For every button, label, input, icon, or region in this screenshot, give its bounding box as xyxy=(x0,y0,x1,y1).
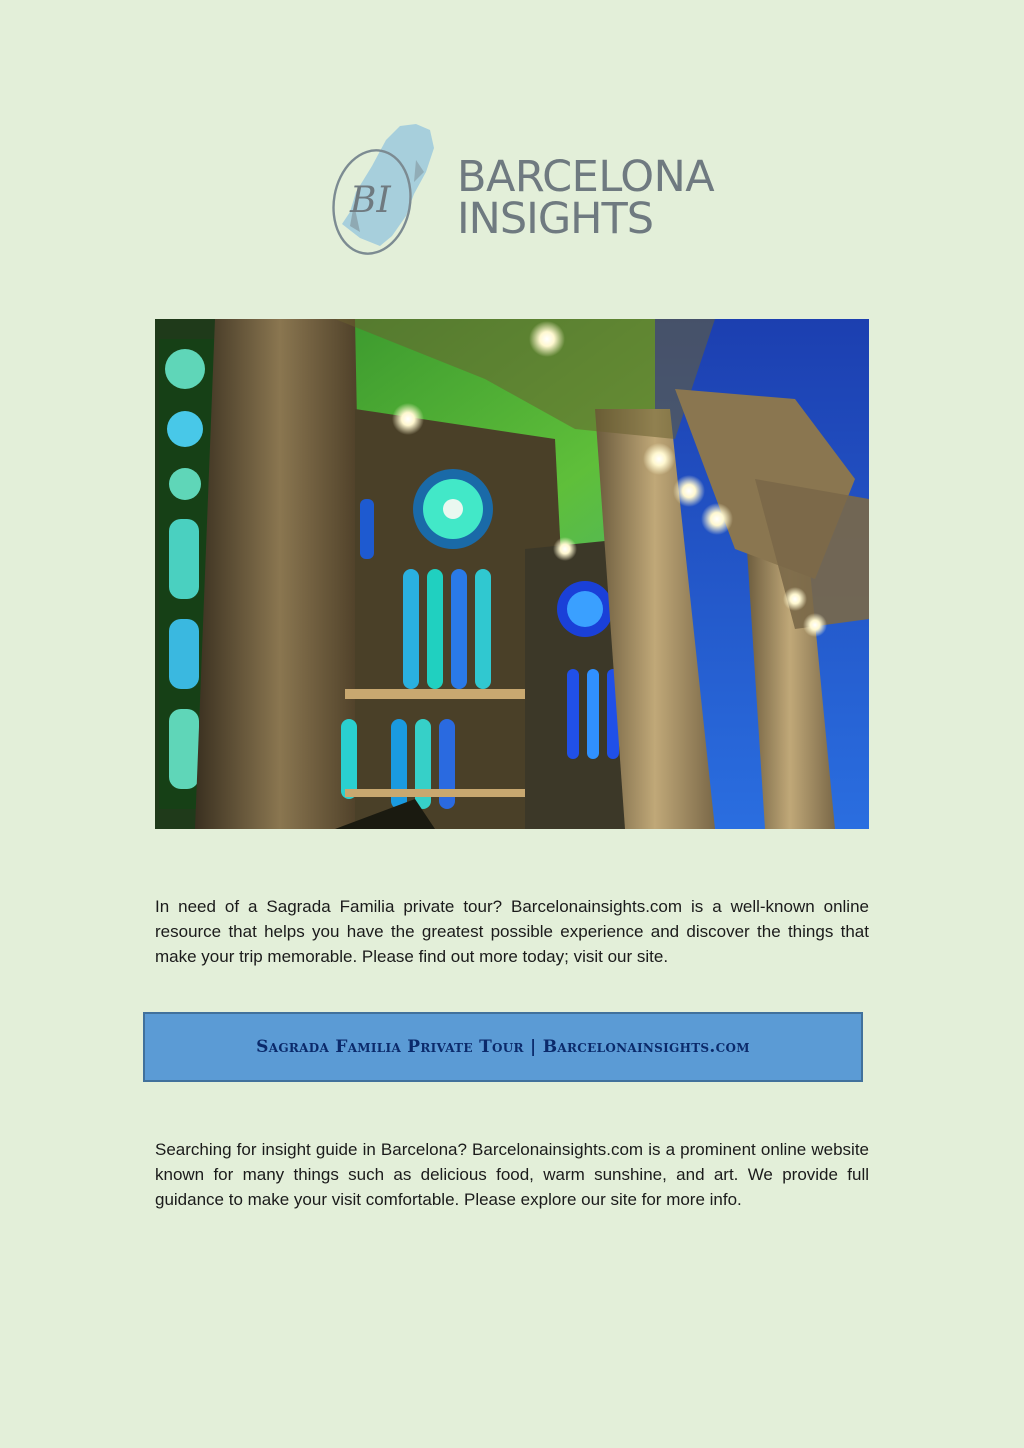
logo-mark-text: BI xyxy=(350,180,391,221)
cta-label: Sagrada Familia Private Tour | Barcelonainsights.com xyxy=(256,1037,750,1057)
logo-line-insights: INSIGHTS xyxy=(457,194,654,244)
insight-guide-paragraph: Searching for insight guide in Barcelona? Barcelonainsights.com is a prominent online website known for many things such as delicious food, warm sunshine, and art. We provide full guidance to make your visit comfortable. Please explore our site for more info. xyxy=(155,1140,869,1209)
intro-paragraph: In need of a Sagrada Familia private tour? Barcelonainsights.com is a well-known online resource that helps you have the greatest possible experience and discover the things that make your trip memorable. Please find out more today; visit our site. xyxy=(155,897,869,966)
barcelona-insights-logo-icon xyxy=(320,120,450,260)
sagrada-familia-tour-link-button[interactable] xyxy=(143,1012,863,1082)
logo-line-barcelona: BARCELONA xyxy=(457,152,715,202)
barcelona-insights-logo[interactable] xyxy=(320,120,720,260)
sagrada-familia-interior-photo xyxy=(155,319,869,829)
